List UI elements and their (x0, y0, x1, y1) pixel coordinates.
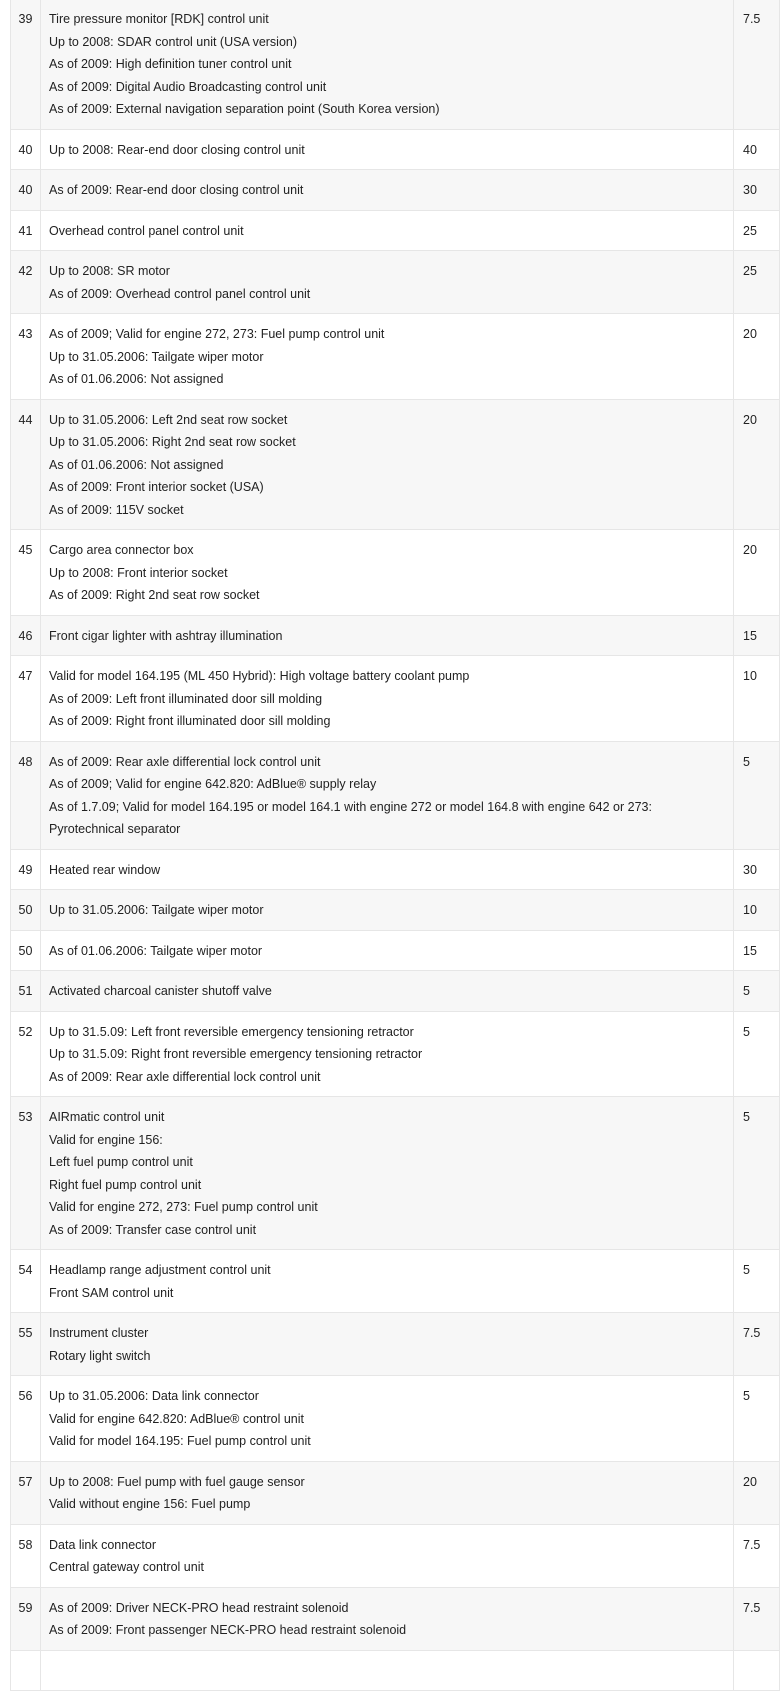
fuse-consumer-cell (41, 656, 734, 742)
fuse-amperage-cell: 40 (734, 129, 780, 170)
fuse-amperage-cell: 30 (734, 170, 780, 211)
consumer-line: Left fuel pump control unit (49, 1155, 193, 1169)
fuse-amperage-cell: 7.5 (734, 1587, 780, 1650)
consumer-line: As of 2009; Valid for engine 272, 273: Fuel pump control unit (49, 327, 385, 341)
fuse-consumer-cell (41, 170, 734, 211)
consumer-line: Right fuel pump control unit (49, 1177, 202, 1192)
fuse-consumer-cell (41, 890, 734, 931)
consumer-line: As of 2009: Rear axle differential lock control unit (49, 754, 321, 769)
table-row (11, 129, 780, 170)
fuse-number-cell: 40 (11, 170, 41, 211)
consumer-line: Up to 31.05.2006: Tailgate wiper motor (49, 903, 264, 917)
fuse-number-cell: 40 (11, 129, 41, 170)
table-row (11, 170, 780, 211)
consumer-line: Front cigar lighter with ashtray illumination (49, 628, 283, 643)
consumer-line: Valid for engine 642.820: AdBlue® control unit (49, 1411, 304, 1426)
consumer-line: Rotary light switch (49, 1348, 151, 1363)
consumer-line: Data link connector (49, 1537, 157, 1552)
table-row (11, 1461, 780, 1524)
fuse-consumer-cell (41, 1011, 734, 1097)
consumer-line: As of 2009: Right front illuminated door sill molding (49, 714, 331, 728)
fuse-number-cell: 54 (11, 1250, 41, 1313)
fuse-amperage-cell: 30 (734, 849, 780, 890)
fuse-consumer-cell (41, 1313, 734, 1376)
consumer-line: As of 2009; Valid for engine 642.820: AdBlue® supply relay (49, 777, 377, 791)
table-row (11, 1650, 780, 1691)
fuse-consumer-cell (41, 399, 734, 530)
consumer-line: Up to 31.5.09: Right front reversible emergency tensioning retractor (49, 1047, 423, 1061)
fuse-amperage-cell: 7.5 (734, 1313, 780, 1376)
consumer-line: As of 2009: Driver NECK-PRO head restraint solenoid (49, 1600, 349, 1615)
consumer-line: Valid without engine 156: Fuel pump (49, 1497, 251, 1511)
consumer-line: As of 2009: High definition tuner control unit (49, 57, 292, 71)
consumer-line: As of 2009: Overhead control panel control unit (49, 286, 311, 301)
consumer-line: Central gateway control unit (49, 1560, 204, 1574)
fuse-number-cell (11, 1650, 41, 1691)
fuse-amperage-cell: 20 (734, 314, 780, 400)
consumer-line: AIRmatic control unit (49, 1110, 165, 1124)
consumer-line: As of 01.06.2006: Not assigned (49, 372, 224, 386)
fuse-consumer-cell (41, 0, 734, 129)
fuse-number-cell: 46 (11, 615, 41, 656)
fuse-amperage-cell: 25 (734, 251, 780, 314)
table-row (11, 615, 780, 656)
fuse-amperage-cell: 5 (734, 1376, 780, 1462)
fuse-consumer-cell (41, 1524, 734, 1587)
fuse-amperage-cell: 15 (734, 930, 780, 971)
fuse-number-cell: 59 (11, 1587, 41, 1650)
fuse-number-cell: 48 (11, 741, 41, 849)
fuse-consumer-cell (41, 741, 734, 849)
fuse-amperage-cell: 10 (734, 890, 780, 931)
consumer-line: Instrument cluster (49, 1326, 149, 1340)
fuse-consumer-cell (41, 129, 734, 170)
fuse-number-cell: 49 (11, 849, 41, 890)
fuse-amperage-cell: 10 (734, 656, 780, 742)
fuse-consumer-cell (41, 530, 734, 616)
fuse-consumer-cell (41, 1650, 734, 1691)
table-row (11, 530, 780, 616)
fuse-table-body (11, 0, 780, 1691)
fuse-number-cell: 58 (11, 1524, 41, 1587)
table-row (11, 930, 780, 971)
fuse-number-cell: 55 (11, 1313, 41, 1376)
consumer-line: As of 2009: Left front illuminated door sill molding (49, 691, 323, 706)
consumer-line: Up to 2008: Fuel pump with fuel gauge sensor (49, 1474, 305, 1489)
consumer-line: Up to 2008: SDAR control unit (USA version) (49, 34, 298, 49)
fuse-amperage-cell: 7.5 (734, 1524, 780, 1587)
consumer-line: As of 2009: 115V socket (49, 502, 184, 517)
fuse-consumer-cell (41, 615, 734, 656)
fuse-consumer-cell (41, 849, 734, 890)
fuse-amperage-cell: 5 (734, 1097, 780, 1250)
fuse-amperage-cell: 5 (734, 1011, 780, 1097)
consumer-line: Front SAM control unit (49, 1285, 174, 1300)
table-row (11, 1011, 780, 1097)
consumer-line: Valid for engine 272, 273: Fuel pump control unit (49, 1200, 318, 1214)
fuse-amperage-cell: 15 (734, 615, 780, 656)
consumer-line: Up to 2008: SR motor (49, 264, 170, 278)
consumer-line: Up to 31.05.2006: Right 2nd seat row socket (49, 435, 296, 449)
fuse-number-cell: 53 (11, 1097, 41, 1250)
table-row (11, 1250, 780, 1313)
table-row (11, 971, 780, 1012)
consumer-line: Up to 31.05.2006: Tailgate wiper motor (49, 349, 264, 364)
fuse-number-cell: 41 (11, 210, 41, 251)
fuse-amperage-cell: 25 (734, 210, 780, 251)
consumer-line: Overhead control panel control unit (49, 223, 244, 238)
table-row (11, 1313, 780, 1376)
fuse-amperage-cell (734, 1650, 780, 1691)
fuse-number-cell: 51 (11, 971, 41, 1012)
fuse-number-cell: 42 (11, 251, 41, 314)
consumer-line: Headlamp range adjustment control unit (49, 1263, 271, 1277)
fuse-amperage-cell: 5 (734, 1250, 780, 1313)
table-row (11, 399, 780, 530)
consumer-line: Up to 31.5.09: Left front reversible emergency tensioning retractor (49, 1024, 414, 1039)
consumer-line: As of 01.06.2006: Not assigned (49, 457, 224, 472)
fuse-consumer-cell (41, 210, 734, 251)
fuse-amperage-cell: 20 (734, 530, 780, 616)
fuse-consumer-cell (41, 1587, 734, 1650)
fuse-amperage-cell: 20 (734, 399, 780, 530)
table-row (11, 741, 780, 849)
fuse-number-cell: 52 (11, 1011, 41, 1097)
fuse-consumer-cell (41, 1250, 734, 1313)
consumer-line: As of 1.7.09; Valid for model 164.195 or model 164.1 with engine 272 or model 164.8 with engine 642 or 273: Pyrotechnical separator (49, 799, 652, 836)
table-row (11, 1376, 780, 1462)
consumer-line: Up to 2008: Rear-end door closing control unit (49, 142, 305, 157)
fuse-number-cell: 45 (11, 530, 41, 616)
consumer-line: Up to 31.05.2006: Left 2nd seat row socket (49, 412, 288, 427)
fuse-number-cell: 47 (11, 656, 41, 742)
consumer-line: As of 2009: Rear-end door closing control unit (49, 183, 304, 197)
fuse-amperage-cell: 5 (734, 971, 780, 1012)
consumer-line: As of 2009: Right 2nd seat row socket (49, 588, 260, 602)
consumer-line (49, 1660, 725, 1683)
fuse-amperage-cell: 7.5 (734, 0, 780, 129)
fuse-amperage-cell: 5 (734, 741, 780, 849)
fuse-number-cell: 56 (11, 1376, 41, 1462)
consumer-line: As of 2009: Rear axle differential lock control unit (49, 1069, 321, 1084)
consumer-line: Cargo area connector box (49, 543, 194, 557)
fuse-consumer-cell (41, 251, 734, 314)
consumer-line: As of 2009: External navigation separation point (South Korea version) (49, 102, 440, 116)
fuse-number-cell: 57 (11, 1461, 41, 1524)
table-row (11, 251, 780, 314)
fuse-consumer-cell (41, 1461, 734, 1524)
fuse-amperage-cell: 20 (734, 1461, 780, 1524)
fuse-assignment-table (10, 0, 780, 1691)
table-row (11, 1587, 780, 1650)
fuse-consumer-cell (41, 971, 734, 1012)
fuse-number-cell: 39 (11, 0, 41, 129)
fuse-number-cell: 44 (11, 399, 41, 530)
consumer-line: As of 2009: Front interior socket (USA) (49, 480, 264, 494)
table-row (11, 1097, 780, 1250)
consumer-line: As of 2009: Transfer case control unit (49, 1222, 257, 1237)
table-row (11, 314, 780, 400)
consumer-line: Heated rear window (49, 862, 161, 877)
table-row (11, 210, 780, 251)
consumer-line: Activated charcoal canister shutoff valve (49, 984, 272, 998)
consumer-line: As of 2009: Front passenger NECK-PRO head restraint solenoid (49, 1623, 407, 1637)
fuse-number-cell: 50 (11, 890, 41, 931)
table-row (11, 890, 780, 931)
table-row (11, 849, 780, 890)
consumer-line: Valid for engine 156: (49, 1132, 163, 1147)
consumer-line: Valid for model 164.195 (ML 450 Hybrid): High voltage battery coolant pump (49, 669, 470, 683)
consumer-line: Valid for model 164.195: Fuel pump control unit (49, 1434, 311, 1448)
consumer-line: Up to 31.05.2006: Data link connector (49, 1389, 259, 1403)
consumer-line: Up to 2008: Front interior socket (49, 565, 228, 580)
fuse-consumer-cell (41, 1376, 734, 1462)
consumer-line: As of 2009: Digital Audio Broadcasting control unit (49, 79, 327, 94)
fuse-number-cell: 50 (11, 930, 41, 971)
fuse-consumer-cell (41, 1097, 734, 1250)
table-row (11, 0, 780, 129)
table-row (11, 1524, 780, 1587)
fuse-number-cell: 43 (11, 314, 41, 400)
consumer-line: Tire pressure monitor [RDK] control unit (49, 12, 269, 26)
consumer-line: As of 01.06.2006: Tailgate wiper motor (49, 943, 263, 958)
fuse-consumer-cell (41, 314, 734, 400)
fuse-consumer-cell (41, 930, 734, 971)
table-row (11, 656, 780, 742)
